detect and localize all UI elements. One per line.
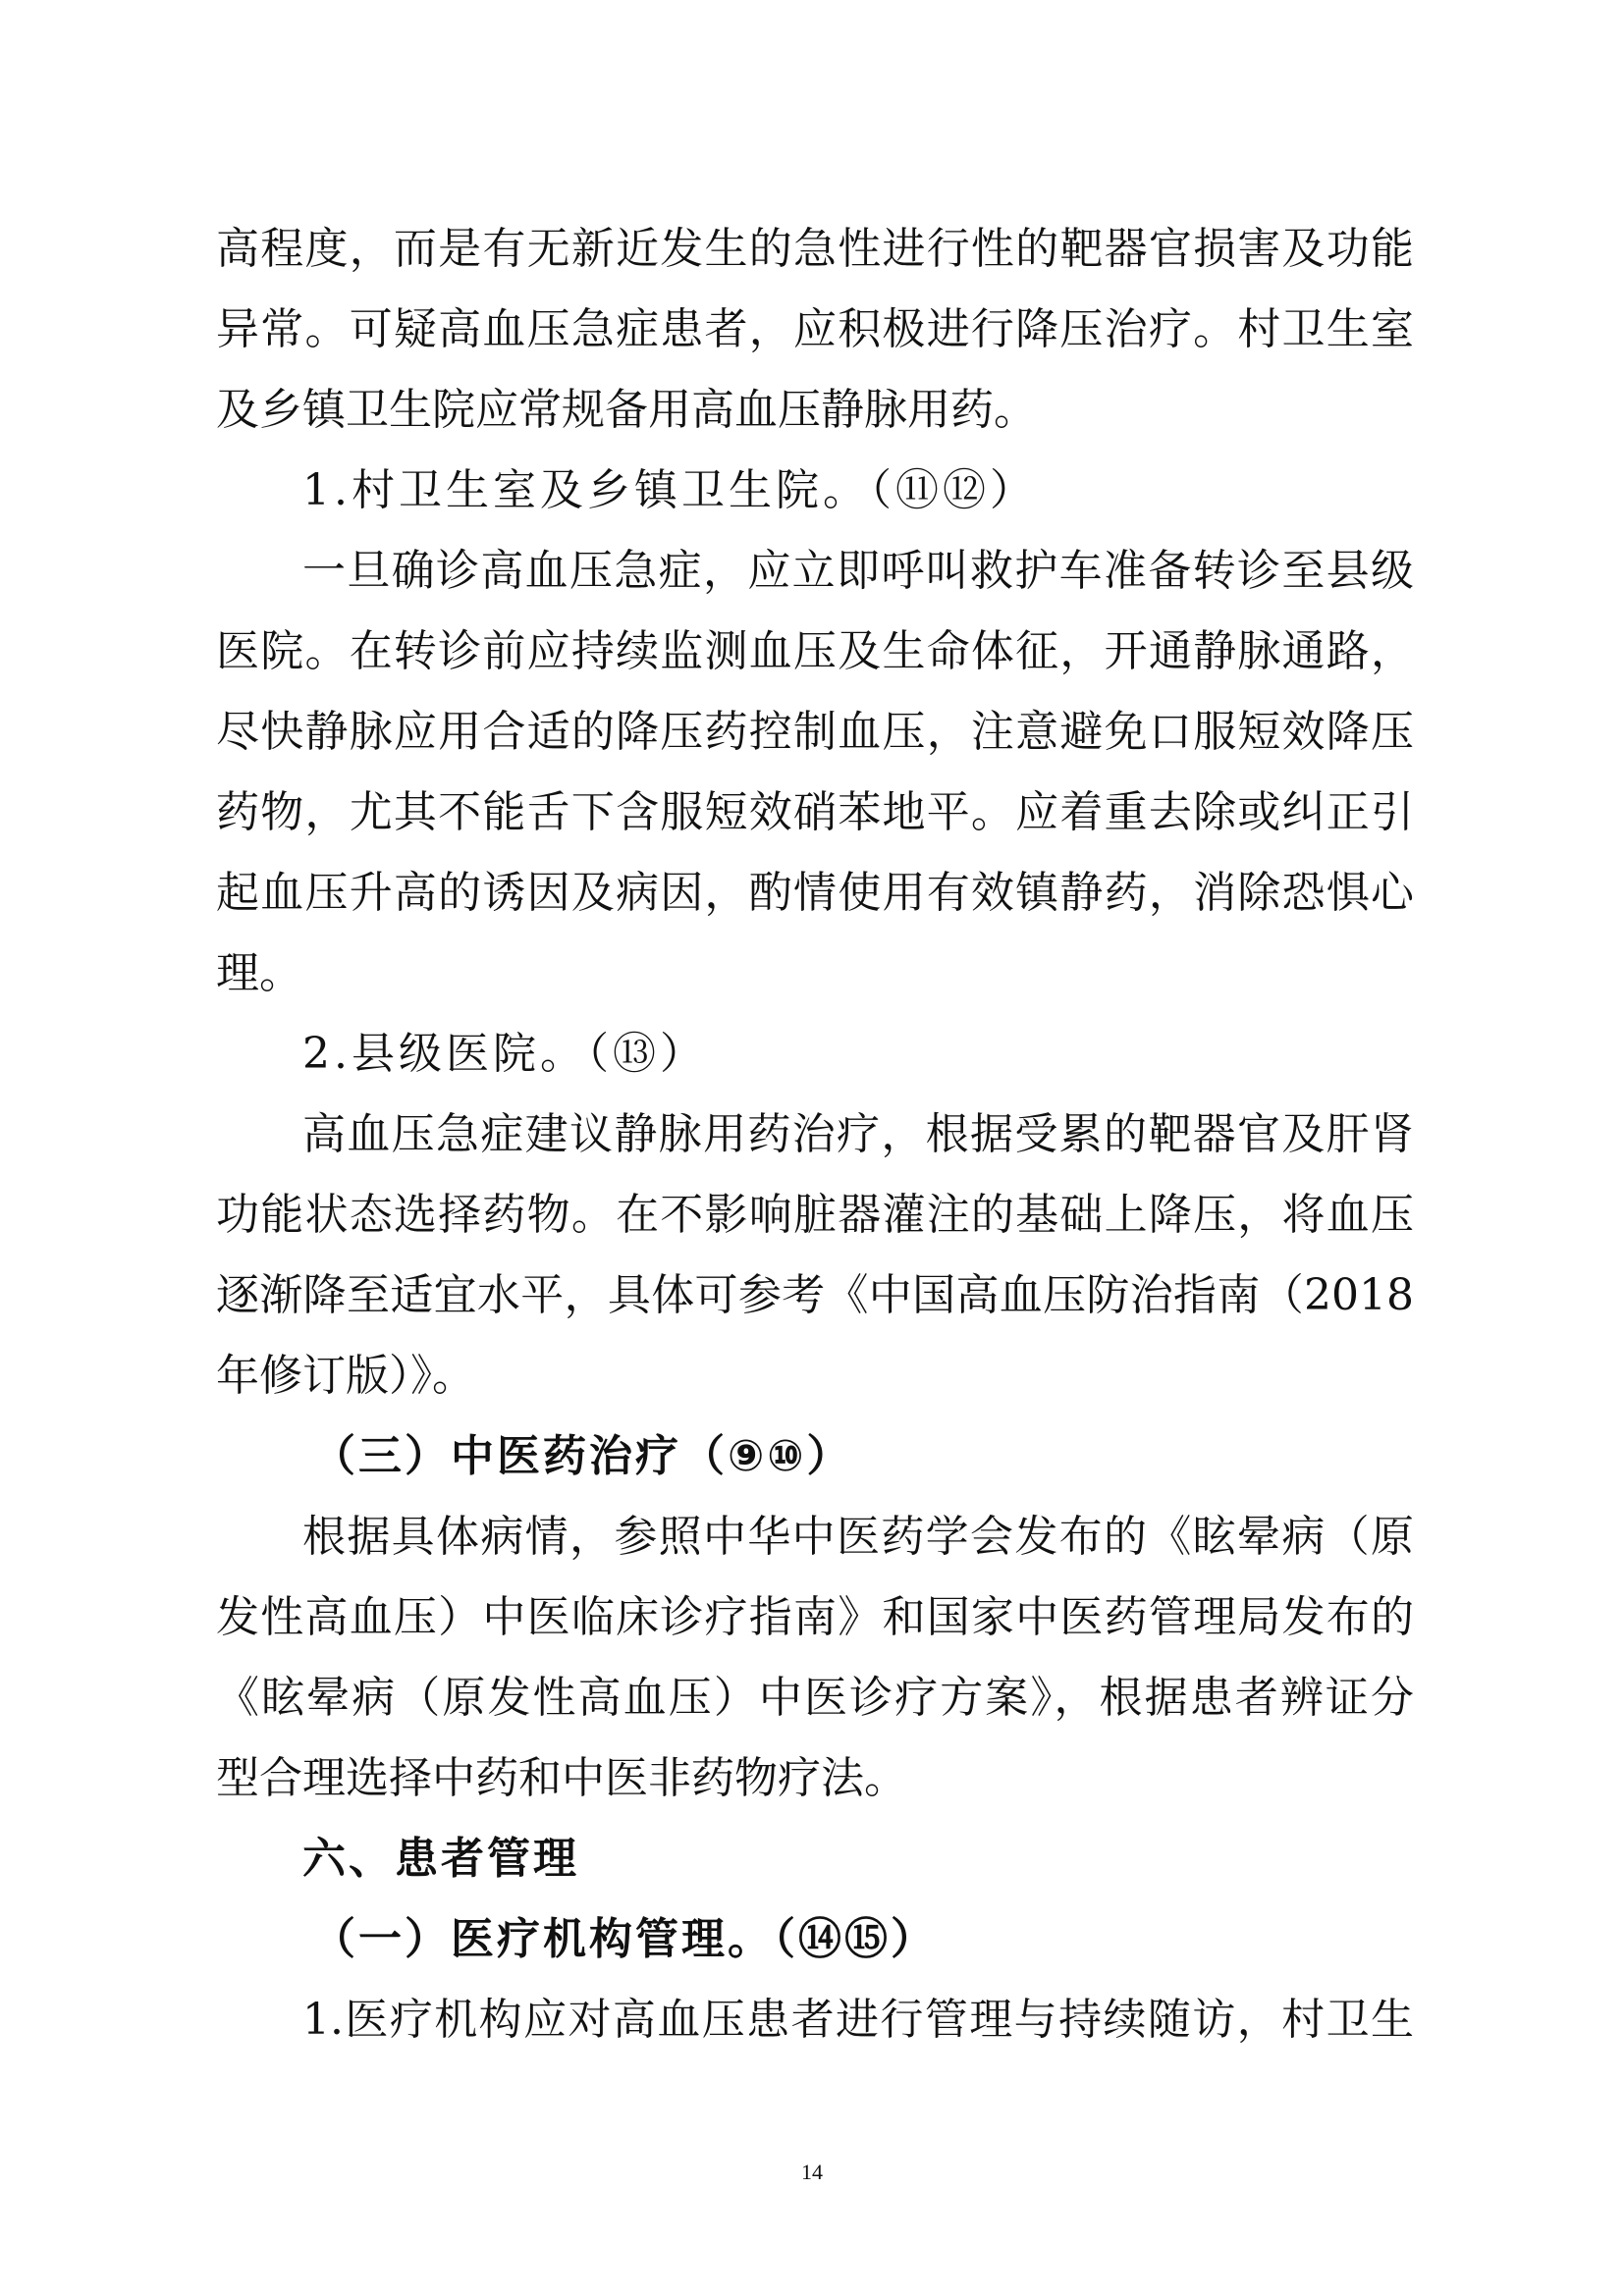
text-line: 型合理选择中药和中医非药物疗法。	[216, 1753, 907, 1803]
text-line: 高程度，而是有无新近发生的急性进行性的靶器官损害及功能	[216, 224, 1414, 274]
text-line: 及乡镇卫生院应常规备用高血压静脉用药。	[216, 385, 1037, 435]
section-heading: （三）中医药治疗（⑨⑩）	[312, 1431, 853, 1481]
text-line: 药物，尤其不能舌下含服短效硝苯地平。应着重去除或纠正引	[216, 787, 1414, 837]
text-line: 逐渐降至适宜水平，具体可参考《中国高血压防治指南（2018	[216, 1270, 1414, 1320]
text-line: 尽快静脉应用合适的降压药控制血压，注意避免口服短效降压	[216, 707, 1414, 757]
text-line: 一旦确诊高血压急症，应立即呼叫救护车准备转诊至县级	[302, 546, 1414, 596]
text-line: 功能状态选择药物。在不影响脏器灌注的基础上降压，将血压	[216, 1190, 1414, 1240]
text-line: 发性高血压）中医临床诊疗指南》和国家中医药管理局发布的	[216, 1592, 1414, 1642]
text-line: 高血压急症建议静脉用药治疗，根据受累的靶器官及肝肾	[302, 1109, 1414, 1159]
chapter-heading: 六、患者管理	[302, 1834, 579, 1884]
text-line: 异常。可疑高血压急症患者，应积极进行降压治疗。村卫生室	[216, 304, 1414, 354]
section-heading: （一）医疗机构管理。（⑭⑮）	[312, 1914, 937, 1964]
numbered-item: 1.村卫生室及乡镇卫生院。（⑪⑫）	[302, 465, 1037, 515]
page-number: 14	[801, 2160, 823, 2184]
text-line: 1.医疗机构应对高血压患者进行管理与持续随访，村卫生	[302, 1995, 1414, 2045]
numbered-item: 2.县级医院。（⑬）	[302, 1029, 707, 1079]
text-line: 年修订版）》。	[216, 1351, 475, 1401]
text-line: 理。	[216, 948, 302, 998]
text-line: 根据具体病情，参照中华中医药学会发布的《眩晕病（原	[302, 1512, 1414, 1562]
text-line: 医院。在转诊前应持续监测血压及生命体征，开通静脉通路，	[216, 626, 1414, 676]
text-line: 起血压升高的诱因及病因，酌情使用有效镇静药，消除恐惧心	[216, 868, 1414, 918]
text-line: 《眩晕病（原发性高血压）中医诊疗方案》，根据患者辨证分	[216, 1673, 1414, 1723]
